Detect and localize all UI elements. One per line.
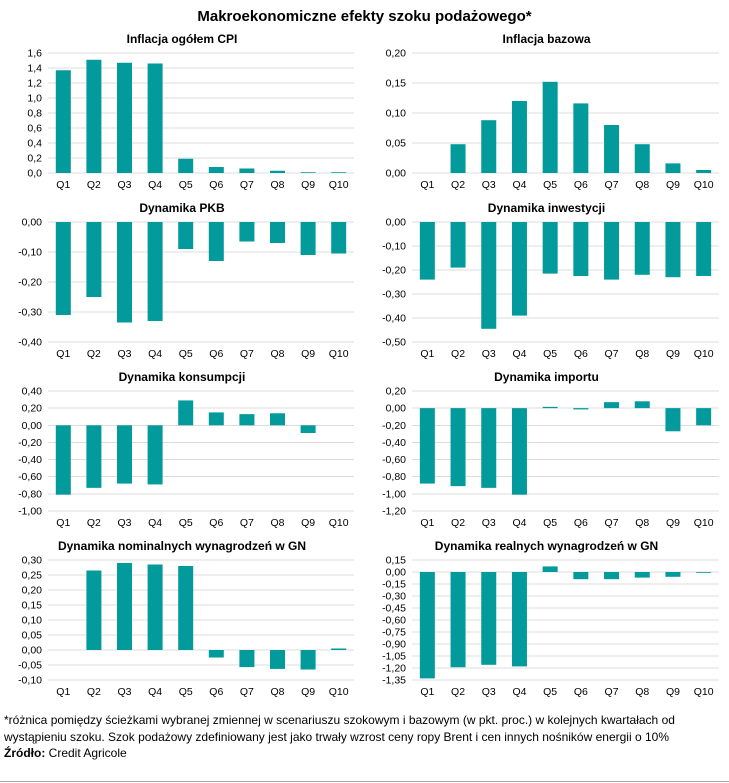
x-tick-label: Q1 (420, 517, 435, 529)
y-tick-label: -0,75 (382, 626, 406, 639)
y-tick-label: 0,00 (385, 402, 406, 415)
bar (573, 103, 588, 173)
bar (239, 414, 254, 425)
bar (178, 159, 193, 173)
bar (696, 222, 711, 276)
bar (331, 172, 346, 173)
bar (117, 563, 132, 650)
x-tick-label: Q5 (543, 686, 558, 698)
x-tick-label: Q1 (420, 348, 435, 360)
bar-chart-wynagrodzenia-realne (364, 554, 729, 706)
x-tick-label: Q7 (604, 348, 619, 360)
bar-chart-dynamika-importu (364, 385, 729, 537)
y-tick-label: -0,30 (382, 288, 406, 301)
x-tick-label: Q10 (328, 686, 349, 698)
x-tick-label: Q8 (635, 517, 650, 529)
x-tick-label: Q5 (543, 179, 558, 191)
bar (604, 125, 619, 173)
bar (451, 572, 466, 667)
footnote-text: *różnica pomiędzy ścieżkami wybranej zmiennej w scenariuszu szokowym i bazowym (w pkt. proc.) w kolejnych kwartałach od wystąpieniu szoku. Szok podażowy zdefiniowany jest jako trwały wzrost ceny ropy Brent i cen innych nośników energii o 10% (4, 713, 675, 744)
x-tick-label: Q10 (328, 348, 349, 360)
y-tick-label: 0,00 (385, 167, 406, 180)
bar (451, 408, 466, 486)
x-tick-label: Q5 (178, 179, 193, 191)
y-tick-label: 0,15 (21, 599, 42, 612)
x-tick-label: Q7 (239, 179, 254, 191)
x-tick-label: Q5 (178, 517, 193, 529)
x-tick-label: Q2 (451, 517, 466, 529)
bar (573, 408, 588, 409)
bar (270, 171, 285, 173)
x-tick-label: Q10 (693, 348, 714, 360)
y-tick-label: 0,0 (27, 167, 42, 180)
y-tick-label: 1,0 (27, 92, 42, 105)
bottom-divider (0, 781, 729, 782)
y-tick-label: -0,60 (382, 614, 406, 627)
bar (56, 222, 71, 315)
y-tick-label: -0,80 (18, 488, 42, 501)
bar (117, 222, 132, 323)
y-tick-label: -0,10 (18, 674, 42, 687)
bar (635, 401, 650, 408)
chart-title: Dynamika nominalnych wynagrodzeń w GN (57, 539, 307, 553)
x-tick-label: Q4 (512, 686, 527, 698)
y-tick-label: -0,60 (18, 471, 42, 484)
x-tick-label: Q10 (693, 179, 714, 191)
y-tick-label: 0,05 (21, 629, 42, 642)
bar (86, 571, 101, 651)
bar (665, 222, 680, 277)
x-tick-label: Q2 (86, 517, 101, 529)
x-tick-label: Q4 (148, 348, 163, 360)
x-tick-label: Q2 (451, 348, 466, 360)
x-tick-label: Q1 (420, 686, 435, 698)
chart-panel-dynamika-konsumpcji (0, 370, 364, 539)
y-tick-label: -1,00 (18, 505, 42, 518)
x-tick-label: Q1 (56, 686, 71, 698)
chart-title: Dynamika realnych wynagrodzeń w GN (434, 539, 659, 553)
y-tick-label: -0,30 (382, 590, 406, 603)
bar (148, 425, 163, 484)
y-tick-label: 0,30 (21, 554, 42, 567)
bar (301, 425, 316, 433)
bar (209, 412, 224, 425)
x-tick-label: Q7 (604, 517, 619, 529)
y-tick-label: 0,20 (385, 47, 406, 60)
x-tick-label: Q7 (239, 348, 254, 360)
x-tick-label: Q4 (512, 517, 527, 529)
y-tick-label: 0,2 (27, 152, 42, 165)
bar (420, 222, 435, 280)
x-tick-label: Q7 (604, 686, 619, 698)
source-label: Źródło: (4, 746, 46, 761)
bar (543, 222, 558, 274)
bar (635, 572, 650, 578)
x-tick-label: Q9 (301, 348, 316, 360)
chart-panel-dynamika-importu (364, 370, 729, 539)
x-tick-label: Q7 (604, 179, 619, 191)
x-tick-label: Q3 (481, 686, 496, 698)
x-tick-label: Q2 (86, 348, 101, 360)
bar (301, 172, 316, 173)
bar (481, 408, 496, 488)
x-tick-label: Q6 (573, 348, 588, 360)
bar (512, 101, 527, 173)
x-tick-label: Q1 (56, 517, 71, 529)
y-tick-label: 0,15 (385, 77, 406, 90)
x-tick-label: Q9 (665, 348, 680, 360)
x-tick-label: Q8 (635, 686, 650, 698)
bar (543, 82, 558, 173)
x-tick-label: Q3 (481, 179, 496, 191)
x-tick-label: Q2 (451, 686, 466, 698)
bar (481, 120, 496, 173)
x-tick-label: Q10 (328, 517, 349, 529)
bar (665, 408, 680, 431)
y-tick-label: 0,10 (385, 107, 406, 120)
y-tick-label: 0,00 (21, 419, 42, 432)
bar (56, 425, 71, 494)
y-tick-label: -0,40 (18, 454, 42, 467)
y-tick-label: -0,20 (382, 264, 406, 277)
x-tick-label: Q3 (481, 348, 496, 360)
bar (543, 407, 558, 408)
bar (148, 64, 163, 174)
page-title: Makroekonomiczne efekty szoku podażowego* (197, 8, 532, 25)
y-tick-label: -0,10 (18, 246, 42, 259)
x-tick-label: Q3 (481, 517, 496, 529)
bar (481, 222, 496, 329)
bar (148, 565, 163, 651)
x-tick-label: Q8 (635, 348, 650, 360)
x-tick-label: Q5 (178, 686, 193, 698)
x-tick-label: Q9 (665, 517, 680, 529)
y-tick-label: -1,00 (382, 488, 406, 501)
y-tick-label: -0,05 (18, 659, 42, 672)
x-tick-label: Q2 (86, 179, 101, 191)
x-tick-label: Q4 (148, 179, 163, 191)
bar (86, 60, 101, 173)
y-tick-label: -0,20 (18, 276, 42, 289)
x-tick-label: Q10 (693, 517, 714, 529)
y-tick-label: 0,20 (385, 385, 406, 398)
bar (301, 650, 316, 670)
y-tick-label: -0,30 (18, 306, 42, 319)
y-tick-label: -0,20 (18, 436, 42, 449)
y-tick-label: -0,10 (382, 240, 406, 253)
y-tick-label: -0,50 (382, 336, 406, 349)
chart-title: Dynamika konsumpcji (118, 370, 246, 384)
y-tick-label: 0,20 (21, 584, 42, 597)
bar-chart-dynamika-pkb (0, 216, 364, 368)
bar (451, 144, 466, 173)
y-tick-label: -0,45 (382, 602, 406, 615)
bar-chart-wynagrodzenia-nominalne (0, 554, 364, 706)
bar (635, 222, 650, 275)
x-tick-label: Q8 (270, 348, 285, 360)
bar (209, 650, 224, 658)
chart-panel-dynamika-inwestycji (364, 201, 729, 370)
x-tick-label: Q9 (665, 686, 680, 698)
y-tick-label: 1,4 (27, 62, 42, 75)
bar (178, 566, 193, 650)
chart-title: Dynamika PKB (139, 201, 225, 215)
x-tick-label: Q4 (148, 517, 163, 529)
bar (209, 167, 224, 173)
bar (239, 169, 254, 174)
y-tick-label: 0,05 (385, 137, 406, 150)
source-value: Credit Agricole (45, 746, 127, 761)
y-tick-label: 0,4 (27, 137, 42, 150)
bar (239, 650, 254, 667)
bar (512, 572, 527, 666)
x-tick-label: Q6 (209, 348, 224, 360)
chart-title: Inflacja bazowa (502, 32, 591, 46)
x-tick-label: Q6 (209, 686, 224, 698)
bar (239, 222, 254, 242)
chart-panel-inflacja-bazowa (364, 32, 729, 201)
y-tick-label: -0,15 (382, 578, 406, 591)
x-tick-label: Q8 (270, 179, 285, 191)
x-tick-label: Q10 (328, 179, 349, 191)
x-tick-label: Q3 (117, 348, 132, 360)
y-tick-label: 0,00 (21, 216, 42, 229)
chart-title: Dynamika inwestycji (487, 201, 606, 215)
bar (270, 650, 285, 669)
x-tick-label: Q4 (148, 686, 163, 698)
x-tick-label: Q5 (543, 348, 558, 360)
y-tick-label: -0,60 (382, 454, 406, 467)
bar (420, 408, 435, 483)
bar (696, 170, 711, 173)
bar (696, 572, 711, 573)
x-tick-label: Q1 (56, 348, 71, 360)
x-tick-label: Q1 (56, 179, 71, 191)
x-tick-label: Q10 (693, 686, 714, 698)
chart-panel-wynagrodzenia-realne (364, 539, 729, 708)
y-tick-label: 0,00 (385, 216, 406, 229)
bar (86, 222, 101, 297)
bar (604, 572, 619, 579)
bar (178, 400, 193, 425)
bar (301, 222, 316, 255)
y-tick-label: 0,20 (21, 402, 42, 415)
bar (573, 222, 588, 276)
bar (178, 222, 193, 249)
x-tick-label: Q3 (117, 517, 132, 529)
y-tick-label: -0,20 (382, 419, 406, 432)
y-tick-label: -1,20 (382, 662, 406, 675)
x-tick-label: Q8 (635, 179, 650, 191)
chart-title: Dynamika importu (494, 370, 599, 384)
bar-chart-dynamika-konsumpcji (0, 385, 364, 537)
bar-chart-inflacja-bazowa (364, 47, 729, 199)
y-tick-label: 1,6 (27, 47, 42, 60)
x-tick-label: Q6 (573, 686, 588, 698)
y-tick-label: 1,2 (27, 77, 42, 90)
chart-panel-inflacja-cpi (0, 32, 364, 201)
bar (512, 408, 527, 495)
x-tick-label: Q2 (86, 686, 101, 698)
x-tick-label: Q3 (117, 686, 132, 698)
x-tick-label: Q5 (178, 348, 193, 360)
bar (117, 63, 132, 173)
bar (117, 425, 132, 483)
bar (420, 572, 435, 678)
y-tick-label: 0,10 (21, 614, 42, 627)
y-tick-label: -0,40 (18, 336, 42, 349)
x-tick-label: Q7 (239, 686, 254, 698)
y-tick-label: -1,35 (382, 674, 406, 687)
bar (86, 425, 101, 488)
y-tick-label: 0,15 (385, 554, 406, 567)
x-tick-label: Q3 (117, 179, 132, 191)
bar-chart-dynamika-inwestycji (364, 216, 729, 368)
y-tick-label: 0,8 (27, 107, 42, 120)
x-tick-label: Q8 (270, 686, 285, 698)
x-tick-label: Q2 (451, 179, 466, 191)
x-tick-label: Q9 (301, 517, 316, 529)
x-tick-label: Q6 (209, 517, 224, 529)
bar (451, 222, 466, 268)
source-line (0, 745, 729, 760)
y-tick-label: -1,20 (382, 505, 406, 518)
x-tick-label: Q4 (512, 348, 527, 360)
y-tick-label: -1,05 (382, 650, 406, 663)
x-tick-label: Q4 (512, 179, 527, 191)
bar (270, 222, 285, 243)
x-tick-label: Q6 (573, 179, 588, 191)
x-tick-label: Q6 (573, 517, 588, 529)
y-tick-label: -0,80 (382, 471, 406, 484)
bar (604, 222, 619, 280)
bar (331, 649, 346, 651)
bar (665, 163, 680, 173)
y-tick-label: 0,00 (385, 566, 406, 579)
x-tick-label: Q5 (543, 517, 558, 529)
bar (270, 413, 285, 425)
y-tick-label: 0,40 (21, 385, 42, 398)
y-tick-label: 0,25 (21, 569, 42, 582)
bar (331, 222, 346, 254)
bar (481, 572, 496, 665)
x-tick-label: Q6 (209, 179, 224, 191)
y-tick-label: -0,40 (382, 312, 406, 325)
x-tick-label: Q9 (665, 179, 680, 191)
y-tick-label: 0,00 (21, 644, 42, 657)
chart-title: Inflacja ogółem CPI (126, 32, 238, 46)
bar (696, 408, 711, 425)
bar (604, 402, 619, 408)
bar (665, 572, 680, 577)
x-tick-label: Q9 (301, 179, 316, 191)
x-tick-label: Q7 (239, 517, 254, 529)
chart-panel-dynamika-pkb (0, 201, 364, 370)
chart-panel-wynagrodzenia-nominalne (0, 539, 364, 708)
y-tick-label: -0,40 (382, 436, 406, 449)
x-tick-label: Q8 (270, 517, 285, 529)
chart-grid (0, 32, 729, 708)
y-tick-label: 0,6 (27, 122, 42, 135)
bar (148, 222, 163, 321)
x-tick-label: Q1 (420, 179, 435, 191)
bar (543, 566, 558, 572)
bar (635, 144, 650, 173)
bar (209, 222, 224, 261)
y-tick-label: -0,90 (382, 638, 406, 651)
bar (573, 572, 588, 579)
x-tick-label: Q9 (301, 686, 316, 698)
bar-chart-inflacja-cpi (0, 47, 364, 199)
bar (56, 70, 71, 173)
bar (512, 222, 527, 316)
